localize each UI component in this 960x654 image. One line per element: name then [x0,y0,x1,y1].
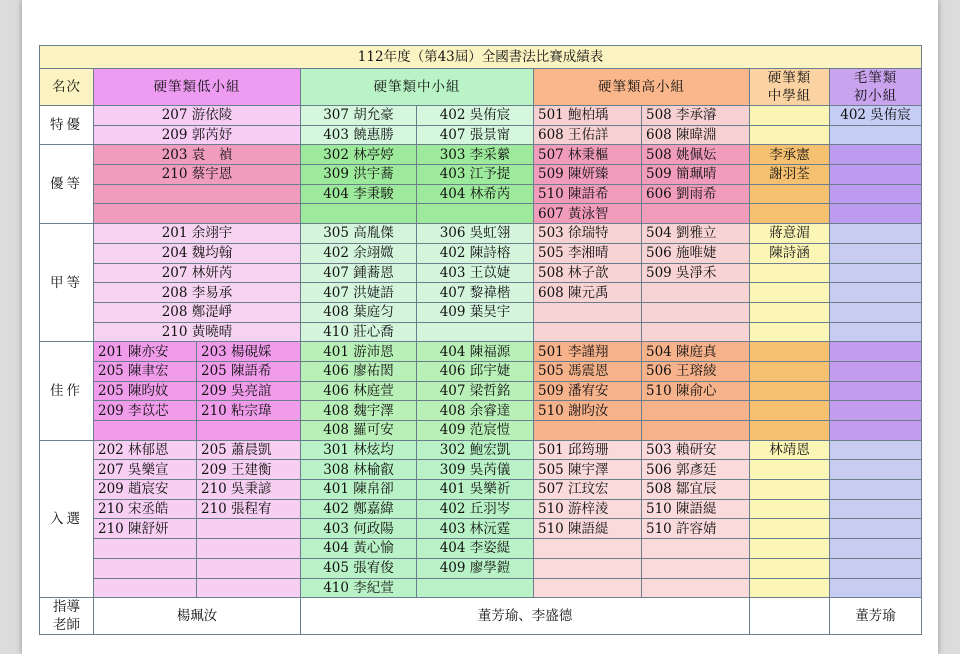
low-entry [94,578,197,598]
low-entry: 209 王建衡 [197,460,301,480]
selected-row [40,499,922,519]
brush-entry [830,381,922,401]
high-entry [642,421,750,441]
junior-entry [750,499,830,519]
excellent-row [40,165,922,185]
high-entry [642,283,750,303]
merit-row [40,401,922,421]
junior-entry [750,401,830,421]
teacher-brush: 董芳瑜 [830,598,922,635]
brush-group-header: 毛筆類 初小組 [830,69,922,106]
low-entry: 205 陳聿宏 [94,361,197,381]
mid-entry: 401 游沛恩 [301,342,417,362]
mid-entry: 302 鮑宏凱 [417,440,534,460]
mid-entry: 402 陳詩榕 [417,243,534,263]
selected-row [40,539,922,559]
mid-entry: 408 魏宇澤 [301,401,417,421]
brush-entry [830,184,922,204]
high-entry: 510 陳俞心 [642,381,750,401]
brush-entry [830,578,922,598]
high-entry: 509 潘宥安 [534,381,642,401]
mid-entry: 403 王苡婕 [417,263,534,283]
junior-entry [750,184,830,204]
mid-entry: 403 饒惠勝 [301,125,417,145]
high-entry: 606 劉雨希 [642,184,750,204]
junior-entry [750,460,830,480]
brush-entry [830,145,922,165]
junior-entry [750,361,830,381]
low-entry: 204 魏均翰 [94,243,301,263]
mid-entry [417,578,534,598]
first-row [40,224,922,244]
high-entry [534,578,642,598]
mid-entry: 401 陳帛卻 [301,480,417,500]
mid-entry: 402 鄭嘉緯 [301,499,417,519]
brush-entry [830,421,922,441]
junior-entry [750,381,830,401]
brush-entry [830,480,922,500]
junior-entry [750,539,830,559]
high-entry [534,302,642,322]
mid-entry: 404 陳福源 [417,342,534,362]
low-entry [197,558,301,578]
junior-entry [750,421,830,441]
low-entry: 210 蔡宇恩 [94,165,301,185]
high-entry [642,204,750,224]
brush-entry [830,302,922,322]
low-entry [94,184,301,204]
low-entry: 201 陳亦安 [94,342,197,362]
rank-merit: 佳作 [40,342,94,440]
junior-entry [750,204,830,224]
brush-entry [830,558,922,578]
high-entry: 508 林子歆 [534,263,642,283]
low-entry: 202 林郁恩 [94,440,197,460]
merit-row [40,361,922,381]
junior-entry: 謝羽荃 [750,165,830,185]
mid-group-header: 硬筆類中小組 [301,69,534,106]
mid-entry: 408 葉庭匀 [301,302,417,322]
low-entry [94,421,197,441]
mid-entry: 307 胡允豪 [301,106,417,126]
low-entry [197,421,301,441]
brush-entry [830,361,922,381]
mid-entry: 407 鍾蕎恩 [301,263,417,283]
mid-entry: 302 林亭婷 [301,145,417,165]
high-entry: 608 陳元禹 [534,283,642,303]
teacher-low: 楊珮汝 [94,598,301,635]
mid-entry: 410 李紀萱 [301,578,417,598]
high-entry: 510 陳語希 [534,184,642,204]
mid-entry: 403 林沅霆 [417,519,534,539]
high-entry: 507 林秉樞 [534,145,642,165]
low-entry: 210 黃曉晴 [94,322,301,342]
mid-entry [417,204,534,224]
junior-entry [750,480,830,500]
mid-entry: 409 葉昊宇 [417,302,534,322]
junior-entry [750,283,830,303]
mid-entry: 301 林炫均 [301,440,417,460]
teacher-mid-high: 董芳瑜、李盛德 [301,598,750,635]
high-entry: 510 游梓淩 [534,499,642,519]
low-entry: 208 李易承 [94,283,301,303]
high-entry: 504 劉雅立 [642,224,750,244]
high-entry: 505 馮震恩 [534,361,642,381]
brush-entry [830,440,922,460]
first-row [40,263,922,283]
high-entry [642,401,750,421]
junior-group-header: 硬筆類 中學組 [750,69,830,106]
junior-entry [750,322,830,342]
high-entry: 608 王佑詳 [534,125,642,145]
rank-first: 甲等 [40,224,94,342]
mid-entry: 403 江予提 [417,165,534,185]
selected-row [40,460,922,480]
low-entry: 207 游依陵 [94,106,301,126]
high-entry: 509 簡珮晴 [642,165,750,185]
high-entry: 503 徐瑞特 [534,224,642,244]
junior-entry [750,125,830,145]
mid-entry: 409 廖學鎧 [417,558,534,578]
high-entry [534,539,642,559]
low-entry: 209 李苡芯 [94,401,197,421]
low-entry: 209 吳亮誼 [197,381,301,401]
low-entry: 209 郭芮妤 [94,125,301,145]
high-entry: 507 江玟宏 [534,480,642,500]
mid-entry: 407 洪婕語 [301,283,417,303]
high-entry: 508 姚佩妘 [642,145,750,165]
high-entry: 509 陳妍臻 [534,165,642,185]
high-entry: 505 陳宇澤 [534,460,642,480]
brush-entry [830,401,922,421]
low-entry: 210 粘宗瑋 [197,401,301,421]
high-entry: 501 鮑柏瑀 [534,106,642,126]
high-entry: 509 吳淨禾 [642,263,750,283]
rank-special: 特優 [40,106,94,145]
brush-entry [830,519,922,539]
brush-entry [830,165,922,185]
mid-entry: 407 梁哲銘 [417,381,534,401]
low-group-header: 硬筆類低小組 [94,69,301,106]
high-entry: 607 黃泳智 [534,204,642,224]
mid-entry: 407 黎禕楷 [417,283,534,303]
brush-entry [830,224,922,244]
high-entry [642,578,750,598]
low-entry: 210 陳舒妍 [94,519,197,539]
high-entry: 510 陳語緹 [534,519,642,539]
selected-row [40,440,922,460]
low-entry: 210 吳秉諺 [197,480,301,500]
brush-entry [830,322,922,342]
excellent-row [40,204,922,224]
low-entry [94,558,197,578]
low-entry [197,519,301,539]
high-entry: 510 陳語緹 [642,499,750,519]
mid-entry: 406 林庭萱 [301,381,417,401]
junior-entry [750,342,830,362]
high-entry [534,421,642,441]
mid-entry: 404 李秉駿 [301,184,417,204]
low-entry: 210 宋丞皓 [94,499,197,519]
low-entry [197,578,301,598]
mid-entry [417,322,534,342]
mid-entry: 407 張景甯 [417,125,534,145]
low-entry: 209 趙宸安 [94,480,197,500]
mid-entry: 305 高胤傑 [301,224,417,244]
special-row [40,106,922,126]
low-entry [94,204,301,224]
high-entry: 505 李湘晴 [534,243,642,263]
high-entry [642,539,750,559]
high-group-header: 硬筆類高小組 [534,69,750,106]
special-row [40,125,922,145]
low-entry [197,539,301,559]
junior-entry [750,519,830,539]
low-entry: 207 林妍芮 [94,263,301,283]
mid-entry: 410 莊心喬 [301,322,417,342]
mid-entry: 406 廖祐閎 [301,361,417,381]
brush-entry: 402 吳侑宸 [830,106,922,126]
mid-entry: 408 羅可安 [301,421,417,441]
high-entry [534,322,642,342]
mid-entry: 303 李采縈 [417,145,534,165]
low-entry: 203 楊硯婇 [197,342,301,362]
junior-entry [750,106,830,126]
mid-entry: 403 何政陽 [301,519,417,539]
rank-teacher: 指導 老師 [40,598,94,635]
brush-entry [830,460,922,480]
high-entry: 506 施唯婕 [642,243,750,263]
first-row [40,322,922,342]
brush-entry [830,283,922,303]
mid-entry: 402 吳侑宸 [417,106,534,126]
junior-entry [750,578,830,598]
high-entry [642,302,750,322]
junior-entry: 陳詩涵 [750,243,830,263]
results-table [39,45,922,635]
high-entry: 506 王瑢綾 [642,361,750,381]
brush-entry [830,263,922,283]
low-entry: 205 陳昀妏 [94,381,197,401]
selected-row [40,558,922,578]
junior-entry [750,558,830,578]
teacher-row [40,598,922,635]
first-row [40,283,922,303]
low-entry: 205 陳語希 [197,361,301,381]
mid-entry [301,204,417,224]
high-entry: 508 鄒宜辰 [642,480,750,500]
high-entry [534,558,642,578]
mid-entry: 405 張宥俊 [301,558,417,578]
mid-entry: 402 丘羽岑 [417,499,534,519]
brush-entry [830,499,922,519]
selected-row [40,578,922,598]
mid-entry: 404 林希芮 [417,184,534,204]
brush-entry [830,243,922,263]
low-entry: 205 蕭晨凱 [197,440,301,460]
low-entry: 201 余翊宇 [94,224,301,244]
high-entry: 503 賴研安 [642,440,750,460]
low-entry: 210 張程宥 [197,499,301,519]
high-entry: 508 李承濬 [642,106,750,126]
low-entry: 208 鄭湜崢 [94,302,301,322]
first-row [40,302,922,322]
brush-entry [830,342,922,362]
high-entry: 501 邱筠珊 [534,440,642,460]
junior-entry: 林靖恩 [750,440,830,460]
high-entry: 510 許容婧 [642,519,750,539]
selected-row [40,480,922,500]
mid-entry: 406 邱宇婕 [417,361,534,381]
brush-entry [830,539,922,559]
excellent-row [40,184,922,204]
first-row [40,243,922,263]
merit-row [40,342,922,362]
mid-entry: 402 余翊媺 [301,243,417,263]
rank-selected: 入選 [40,440,94,598]
mid-entry: 306 吳虹翎 [417,224,534,244]
high-entry [642,322,750,342]
high-entry: 510 謝昀汝 [534,401,642,421]
mid-entry: 309 洪宇蕎 [301,165,417,185]
mid-entry: 404 李姿緹 [417,539,534,559]
mid-entry: 309 吳芮儀 [417,460,534,480]
high-entry: 608 陳暐淵 [642,125,750,145]
mid-entry: 408 余睿達 [417,401,534,421]
junior-entry [750,302,830,322]
document-title: 112年度（第43屆）全國書法比賽成績表 [40,46,922,69]
rank-header: 名次 [40,69,94,106]
low-entry: 203 袁 禎 [94,145,301,165]
mid-entry: 409 范宸愷 [417,421,534,441]
excellent-row [40,145,922,165]
high-entry: 504 陳庭真 [642,342,750,362]
merit-row [40,421,922,441]
mid-entry: 404 黃心愉 [301,539,417,559]
selected-row [40,519,922,539]
high-entry: 501 李謹翔 [534,342,642,362]
brush-entry [830,125,922,145]
junior-entry: 蔣意湄 [750,224,830,244]
mid-entry: 401 吳樂祈 [417,480,534,500]
high-entry [642,558,750,578]
brush-entry [830,204,922,224]
teacher-junior [750,598,830,635]
low-entry [94,539,197,559]
mid-entry: 308 林榆叡 [301,460,417,480]
low-entry: 207 吳樂宣 [94,460,197,480]
high-entry: 506 郭彥廷 [642,460,750,480]
rank-excellent: 優等 [40,145,94,224]
junior-entry [750,263,830,283]
merit-row [40,381,922,401]
junior-entry: 李承憲 [750,145,830,165]
